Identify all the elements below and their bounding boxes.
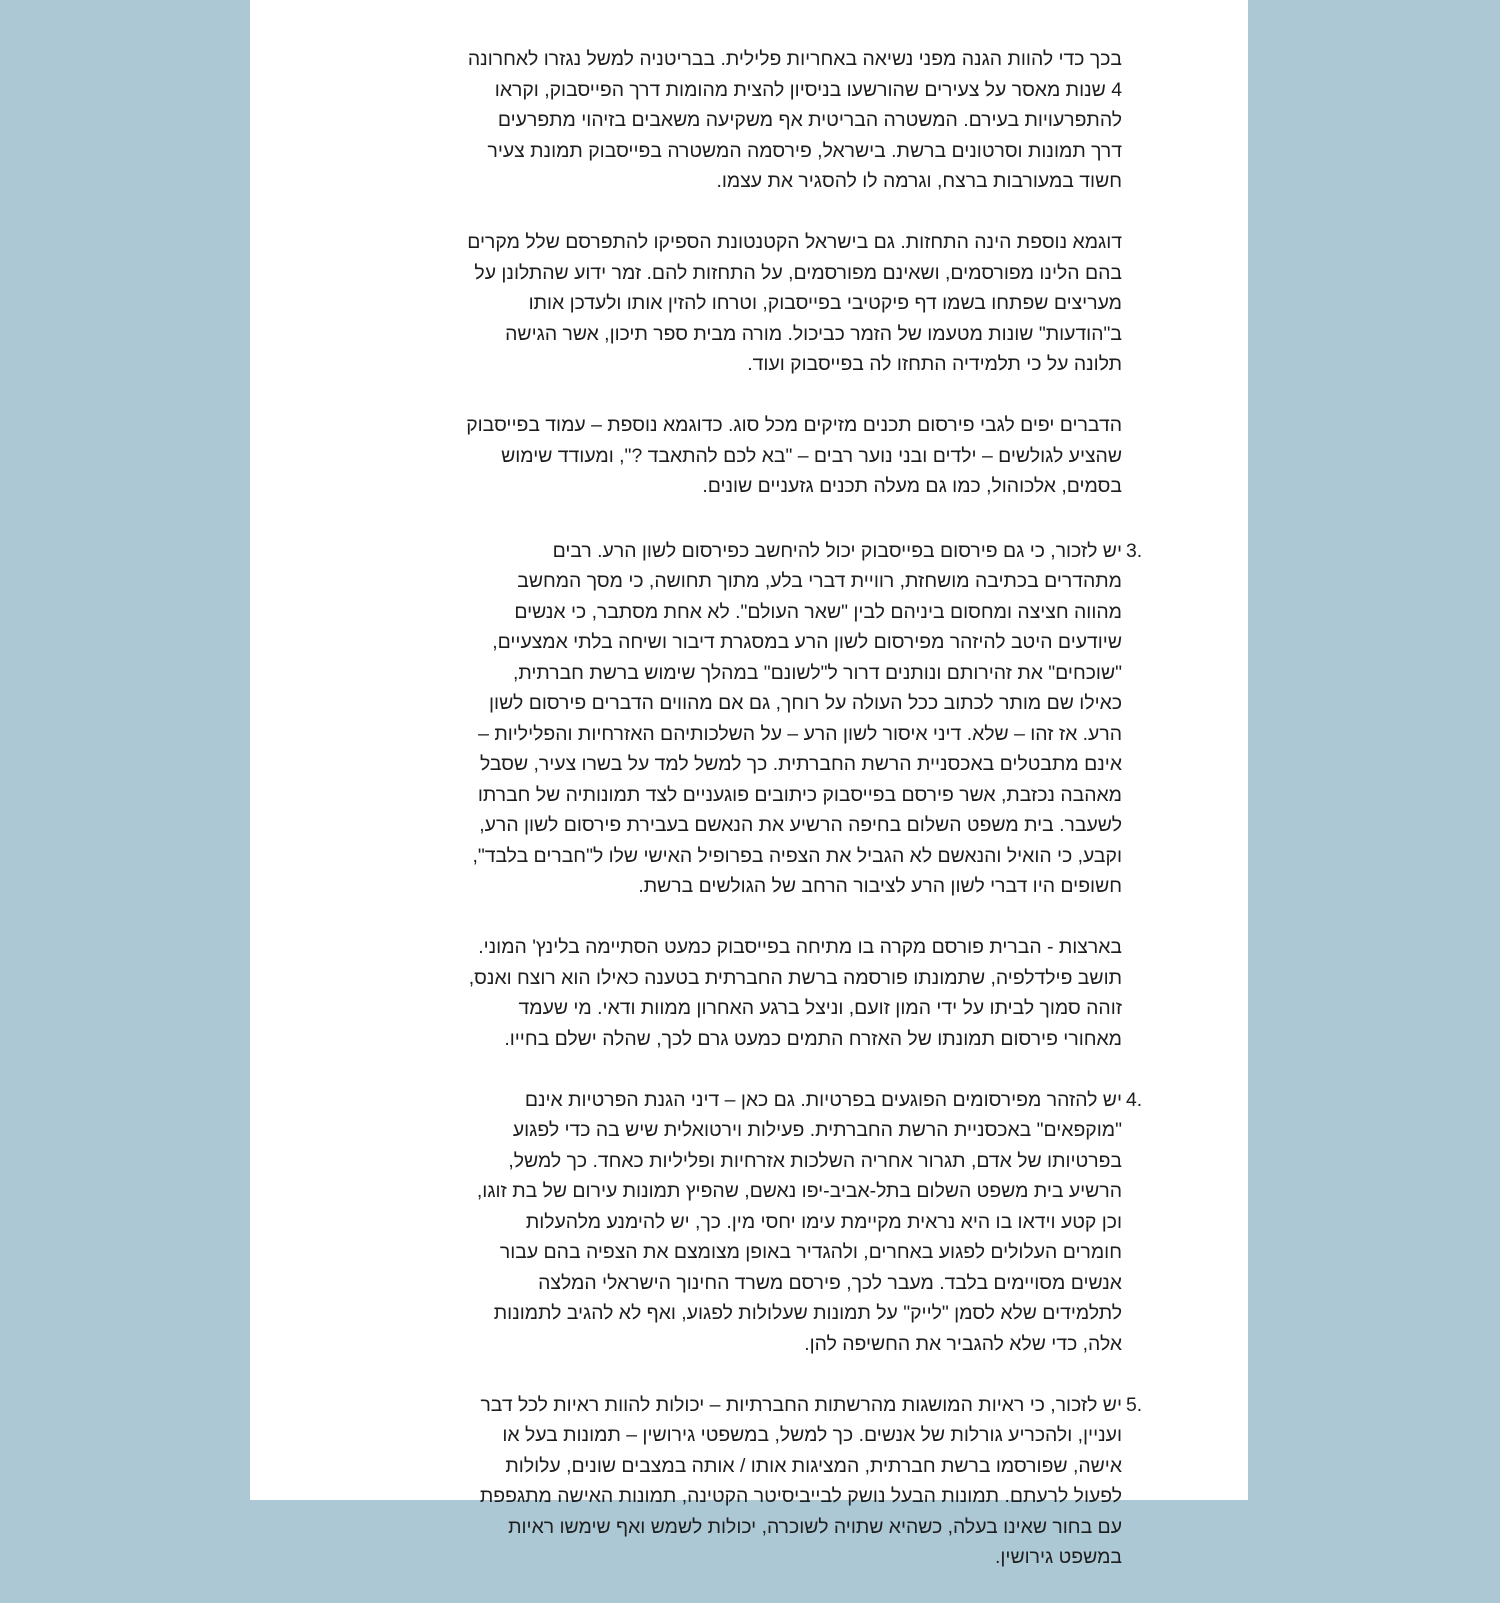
- list-number: 5.: [1126, 1393, 1143, 1416]
- list-number: 4.: [1126, 1088, 1143, 1111]
- paragraph-uk-riots: בכך כדי להוות הגנה מפני נשיאה באחריות פלילית. בבריטניה למשל נגזרו לאחרונה 4 שנות מאסר על צעירים שהורשעו בניסיון להצית מהומות דרך הפייסבוק, וקראו להתפרעויות בעירם. המשטרה הבריטית אף משקיעה משאבים בזיהוי מתפרעים דרך תמונות וסרטונים ברשת. בישראל, פירסמה המשטרה בפייסבוק תמונת צעיר חשוד במעורבות ברצח, וגרמה לו להסגיר את עצמו.: [467, 48, 1122, 192]
- list-item-5: [360, 1390, 1143, 1573]
- list-item-text: יש לזכור, כי גם פירסום בפייסבוק יכול להיחשב כפירסום לשון הרע. רבים מתהדרים בכתיבה מושחזת, רוויית דברי בלע, מתוך תחושה, כי מסך המחשב מהווה חציצה ומחסום ביניהם לבין "שאר העולם". לא אחת מסתבר, כי אנשים שיודעים היטב להיזהר מפירסום לשון הרע במסגרת דיבור ושיחה בלתי אמצעיים, "שוכחים" את זהירותם ונותנים דרור ל"לשונם" במהלך שימוש ברשת חברתית, כאילו שם מותר לכתוב ככל העולה על רוחך, גם אם מהווים הדברים פירסום לשון הרע. אז זהו – שלא. דיני איסור לשון הרע – על השלכותיהם האזרחיות והפליליות – אינם מתבטלים באכסניית הרשת החברתית. כך למשל למד על בשרו צעיר, שסבל מאהבה נכזבת, אשר פירסם בפייסבוק כיתובים פוגעניים לצד תמונותיה של חברתו לשעבר. בית משפט השלום בחיפה הרשיע את הנאשם בעבירת פירסום לשון הרע, וקבע, כי הואיל והנאשם לא הגביל את הצפיה בפרופיל האישי שלו ל"חברים בלבד", חשופים היו דברי לשון הרע לציבור הרחב של הגולשים ברשת.: [472, 539, 1122, 897]
- list-item-3: [360, 536, 1143, 902]
- list-item-text: יש לזכור, כי ראיות המושגות מהרשתות החברתיות – יכולות להוות ראיות לכל דבר ועניין, ולהכריע גורלות של אנשים. כך למשל, במשפטי גירושין – תמונות בעל או אישה, שפורסמו ברשת חברתית, המציגות אותו / אותה במצבים שונים, עלולות לפעול לרעתם. תמונות הבעל נושק לבייביסיטר הקטינה, תמונות האישה מתגפפת עם בחור שאינו בעלה, כשהיא שתויה לשוכרה, יכולות לשמש ואף שימשו ראיות במשפט גירושין.: [479, 1393, 1122, 1568]
- list-number: 3.: [1126, 539, 1143, 562]
- document-body: [360, 44, 1143, 1603]
- paragraph-harmful-content: הדברים יפים לגבי פירסום תכנים מזיקים מכל סוג. כדוגמא נוספת – עמוד בפייסבוק שהציע לגולשים – ילדים ובני נוער רבים – "בא לכם להתאבד ?", ומעודד שימוש בסמים, אלכוהול, כמו גם מעלה תכנים גזעניים שונים.: [466, 414, 1122, 497]
- paragraph-usa-lynch: בארצות - הברית פורסם מקרה בו מתיחה בפייסבוק כמעט הסתיימה בלינץ' המוני. תושב פילדלפיה, שתמונתו פורסמה ברשת החברתית בטענה כאילו הוא רוצח ואנס, זוהה סמוך לביתו על ידי המון זועם, וניצל ברגע האחרון ממוות ודאי. מי שעמד מאחורי פירסום תמונתו של האזרח התמים כמעט גרם לכך, שהלה ישלם בחייו.: [468, 936, 1122, 1050]
- list-item-4: [360, 1085, 1143, 1360]
- document-page: [250, 0, 1248, 1568]
- paragraph-impersonation: דוגמא נוספת הינה התחזות. גם בישראל הקטנטונת הספיקו להתפרסם שלל מקרים בהם הלינו מפורסמים, ושאינם מפורסמים, על התחזות להם. זמר ידוע שהתלונן על מעריצים שפתחו בשמו דף פיקטיבי בפייסבוק, וטרחו להזין אותו ולעדכן אותו ב"הודעות" שונות מטעמו של הזמר כביכול. מורה מבית ספר תיכון, אשר הגישה תלונה על כי תלמידיה התחזו לה בפייסבוק ועוד.: [467, 231, 1122, 375]
- list-item-text: יש להזהר מפירסומים הפוגעים בפרטיות. גם כאן – דיני הגנת הפרטיות אינם "מוקפאים" באכסניית הרשת החברתית. פעילות וירטואלית שיש בה כדי לפגוע בפרטיותו של אדם, תגרור אחריה השלכות אזרחיות ופליליות כאחד. כך למשל, הרשיע בית משפט השלום בתל-אביב-יפו נאשם, שהפיץ תמונות עירום של בת זוגו, וכן קטע וידאו בו היא נראית מקיימת עימו יחסי מין. כך, יש להימנע מלהעלות חומרים העלולים לפגוע באחרים, ולהגדיר באופן מצומצם את הצפיה בהם עבור אנשים מסויימים בלבד. מעבר לכך, פירסם משרד החינוך הישראלי המלצה לתלמידים שלא לסמן "לייק" על תמונות שעלולות לפגוע, ואף לא להגיב לתמונות אלה, כדי שלא להגביר את החשיפה להן.: [476, 1088, 1122, 1355]
